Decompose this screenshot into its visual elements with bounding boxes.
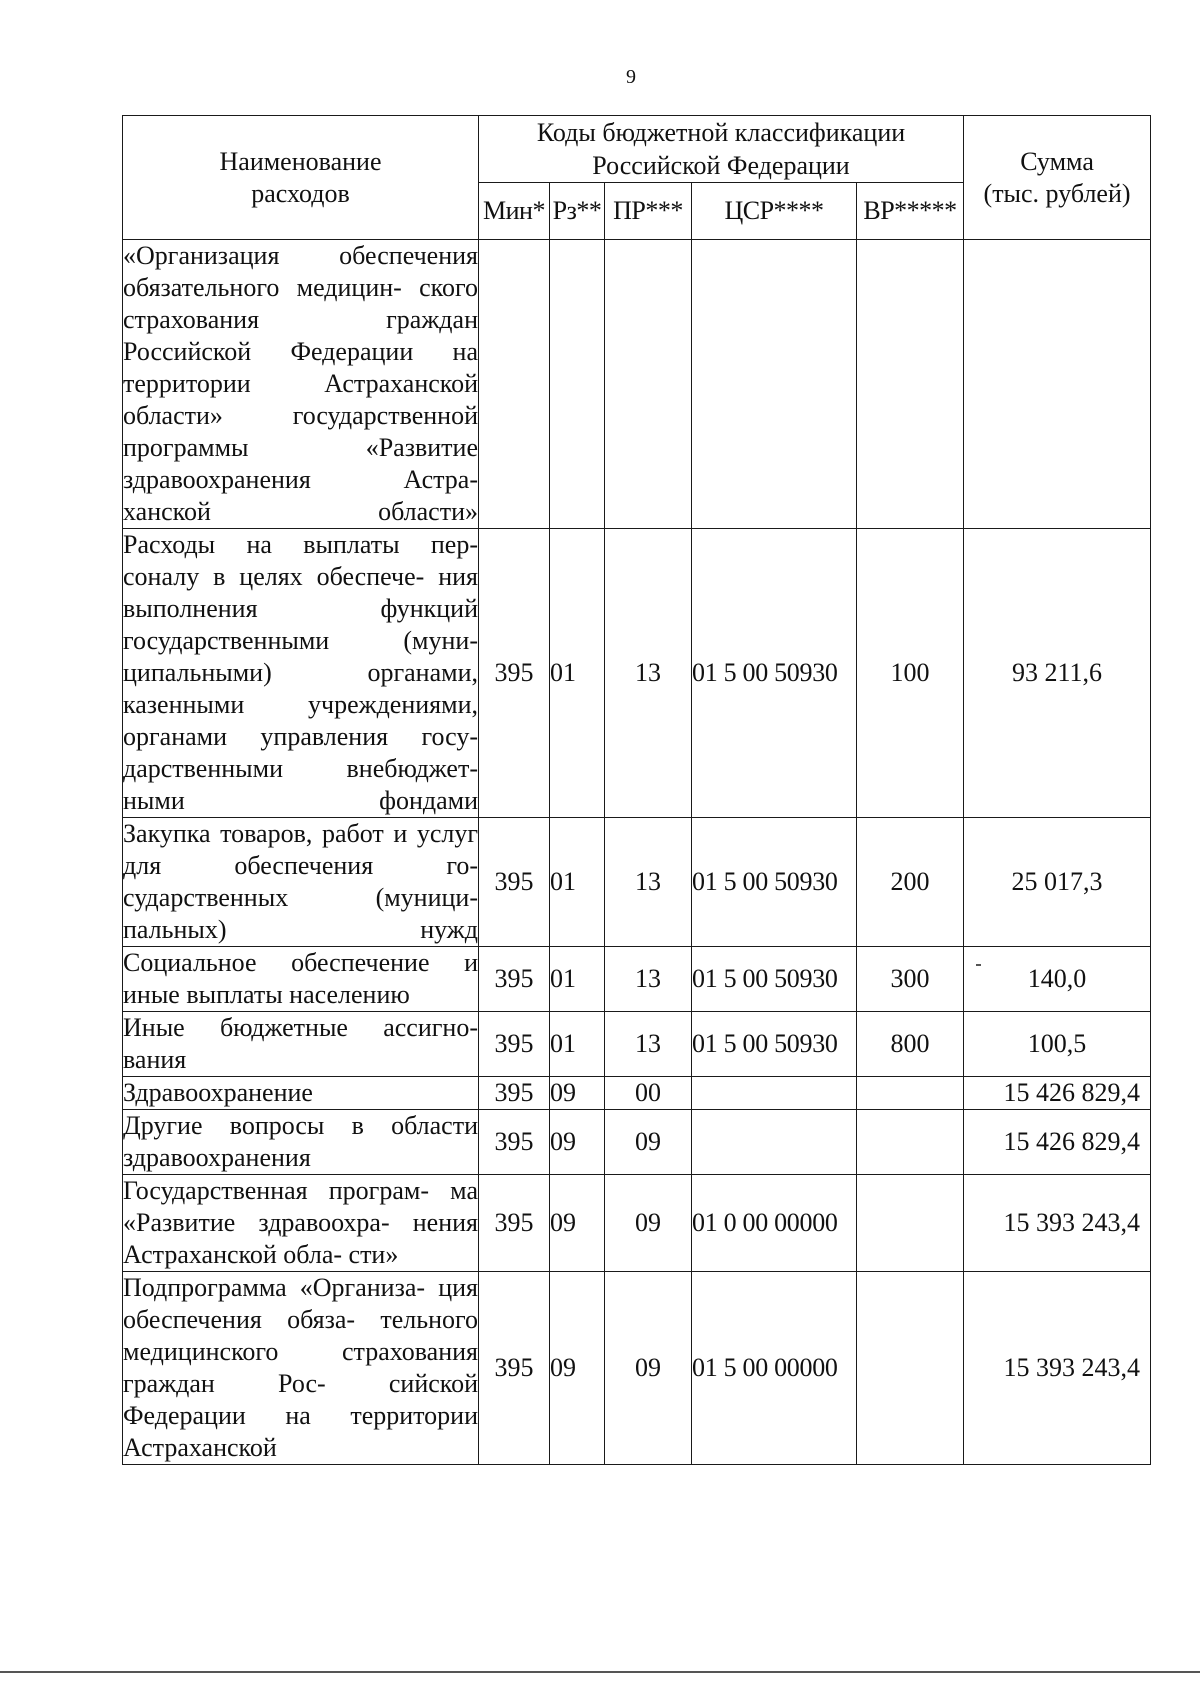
header-col-min: Мин* xyxy=(479,183,550,240)
row-csr-cell: 01 5 00 50930 xyxy=(692,529,857,818)
row-rz-cell: 01 xyxy=(550,529,605,818)
row-csr-cell: 01 5 00 00000 xyxy=(692,1272,857,1465)
row-csr-cell xyxy=(692,1077,857,1110)
header-sum-line2: (тыс. рублей) xyxy=(983,178,1131,208)
header-sum-line1: Сумма xyxy=(1020,146,1094,176)
row-vr-cell: 200 xyxy=(857,818,964,947)
page-number: 9 xyxy=(626,66,636,88)
row-rz-cell: 01 xyxy=(550,947,605,1012)
budget-table xyxy=(122,115,1151,1465)
row-min-cell: 395 xyxy=(479,1077,550,1110)
row-pr-cell: 13 xyxy=(605,1012,692,1077)
row-rz-cell: 09 xyxy=(550,1077,605,1110)
row-sum-cell: 100,5 xyxy=(964,1012,1151,1077)
header-codes-line2: Российской Федерации xyxy=(592,151,850,180)
table-row xyxy=(123,1272,1151,1465)
header-col-pr: ПР*** xyxy=(605,183,692,240)
table-row xyxy=(123,1175,1151,1272)
row-rz-cell xyxy=(550,240,605,529)
row-min-cell: 395 xyxy=(479,529,550,818)
row-name-cell: Подпрограмма «Организа- ция обеспечения обяза- тельного медицинского страхования граждан Рос- сийской Федерации на территории Астраханской xyxy=(123,1272,479,1465)
row-csr-cell: 01 5 00 50930 xyxy=(692,1012,857,1077)
row-sum-cell: 15 393 243,4 xyxy=(964,1175,1151,1272)
row-pr-cell: 09 xyxy=(605,1110,692,1175)
row-name-cell: «Организация обеспечения обязательного медицин- ского страхования граждан Российской Федерации на территории Астраханской области» государственной программы «Развитие здравоохранения Астра- ханской области» xyxy=(123,240,479,529)
header-col-csr: ЦСР**** xyxy=(692,183,857,240)
table-row xyxy=(123,1110,1151,1175)
row-name-cell: Другие вопросы в области здравоохранения xyxy=(123,1110,479,1175)
row-min-cell: 395 xyxy=(479,1110,550,1175)
header-codes-line1: Коды бюджетной классификации xyxy=(536,118,906,147)
table-row xyxy=(123,1012,1151,1077)
row-pr-cell: 00 xyxy=(605,1077,692,1110)
row-name-cell: Расходы на выплаты пер- соналу в целях обеспече- ния выполнения функций государственными (муни- ципальными) органами, казенными учреждениями, органами управления госу- дарственными внебюджет- ными фондами xyxy=(123,529,479,818)
table-row xyxy=(123,1077,1151,1110)
row-csr-cell: 01 5 00 50930 xyxy=(692,818,857,947)
row-name-cell: Здравоохранение xyxy=(123,1077,479,1110)
header-name-cell xyxy=(123,116,479,240)
header-sum-cell xyxy=(964,116,1151,240)
table-row xyxy=(123,818,1151,947)
row-name-cell: Социальное обеспечение и иные выплаты населению xyxy=(123,947,479,1012)
row-pr-cell: 13 xyxy=(605,818,692,947)
row-rz-cell: 09 xyxy=(550,1110,605,1175)
row-name-cell: Иные бюджетные ассигно- вания xyxy=(123,1012,479,1077)
row-csr-cell: 01 5 00 50930 xyxy=(692,947,857,1012)
row-csr-cell xyxy=(692,1110,857,1175)
row-pr-cell xyxy=(605,240,692,529)
table-body xyxy=(123,240,1151,1465)
row-csr-cell: 01 0 00 00000 xyxy=(692,1175,857,1272)
row-sum-cell: 15 393 243,4 xyxy=(964,1272,1151,1465)
row-sum-cell xyxy=(964,240,1151,529)
row-min-cell: 395 xyxy=(479,818,550,947)
row-vr-cell xyxy=(857,1110,964,1175)
header-name-line1: Наименование xyxy=(219,146,382,176)
row-pr-cell: 09 xyxy=(605,1272,692,1465)
row-pr-cell: 09 xyxy=(605,1175,692,1272)
row-rz-cell: 01 xyxy=(550,818,605,947)
header-codes-cell xyxy=(479,116,964,183)
row-sum-cell: 140,0 xyxy=(964,947,1151,1012)
row-min-cell: 395 xyxy=(479,1272,550,1465)
row-vr-cell xyxy=(857,1077,964,1110)
row-sum-cell: 15 426 829,4 xyxy=(964,1077,1151,1110)
row-rz-cell: 09 xyxy=(550,1175,605,1272)
header-name-line2: расходов xyxy=(251,178,350,208)
row-rz-cell: 09 xyxy=(550,1272,605,1465)
row-name-cell: Государственная програм- ма «Развитие здравоохра- нения Астраханской обла- сти» xyxy=(123,1175,479,1272)
row-pr-cell: 13 xyxy=(605,529,692,818)
row-vr-cell xyxy=(857,1272,964,1465)
row-name-cell: Закупка товаров, работ и услуг для обеспечения го- сударственных (муници- пальных) нужд xyxy=(123,818,479,947)
row-vr-cell: 100 xyxy=(857,529,964,818)
table-row xyxy=(123,529,1151,818)
scan-edge-rule xyxy=(0,1671,1200,1673)
table-row xyxy=(123,947,1151,1012)
header-col-rz: Рз** xyxy=(550,183,605,240)
row-vr-cell xyxy=(857,1175,964,1272)
row-csr-cell xyxy=(692,240,857,529)
row-vr-cell xyxy=(857,240,964,529)
row-min-cell: 395 xyxy=(479,947,550,1012)
table-header xyxy=(123,116,1151,240)
row-rz-cell: 01 xyxy=(550,1012,605,1077)
row-vr-cell: 300 xyxy=(857,947,964,1012)
scan-speck xyxy=(976,964,981,966)
row-pr-cell: 13 xyxy=(605,947,692,1012)
row-min-cell xyxy=(479,240,550,529)
row-sum-cell: 93 211,6 xyxy=(964,529,1151,818)
table-row xyxy=(123,240,1151,529)
row-min-cell: 395 xyxy=(479,1012,550,1077)
row-vr-cell: 800 xyxy=(857,1012,964,1077)
header-col-vr: ВР***** xyxy=(857,183,964,240)
row-sum-cell: 15 426 829,4 xyxy=(964,1110,1151,1175)
row-min-cell: 395 xyxy=(479,1175,550,1272)
row-sum-cell: 25 017,3 xyxy=(964,818,1151,947)
